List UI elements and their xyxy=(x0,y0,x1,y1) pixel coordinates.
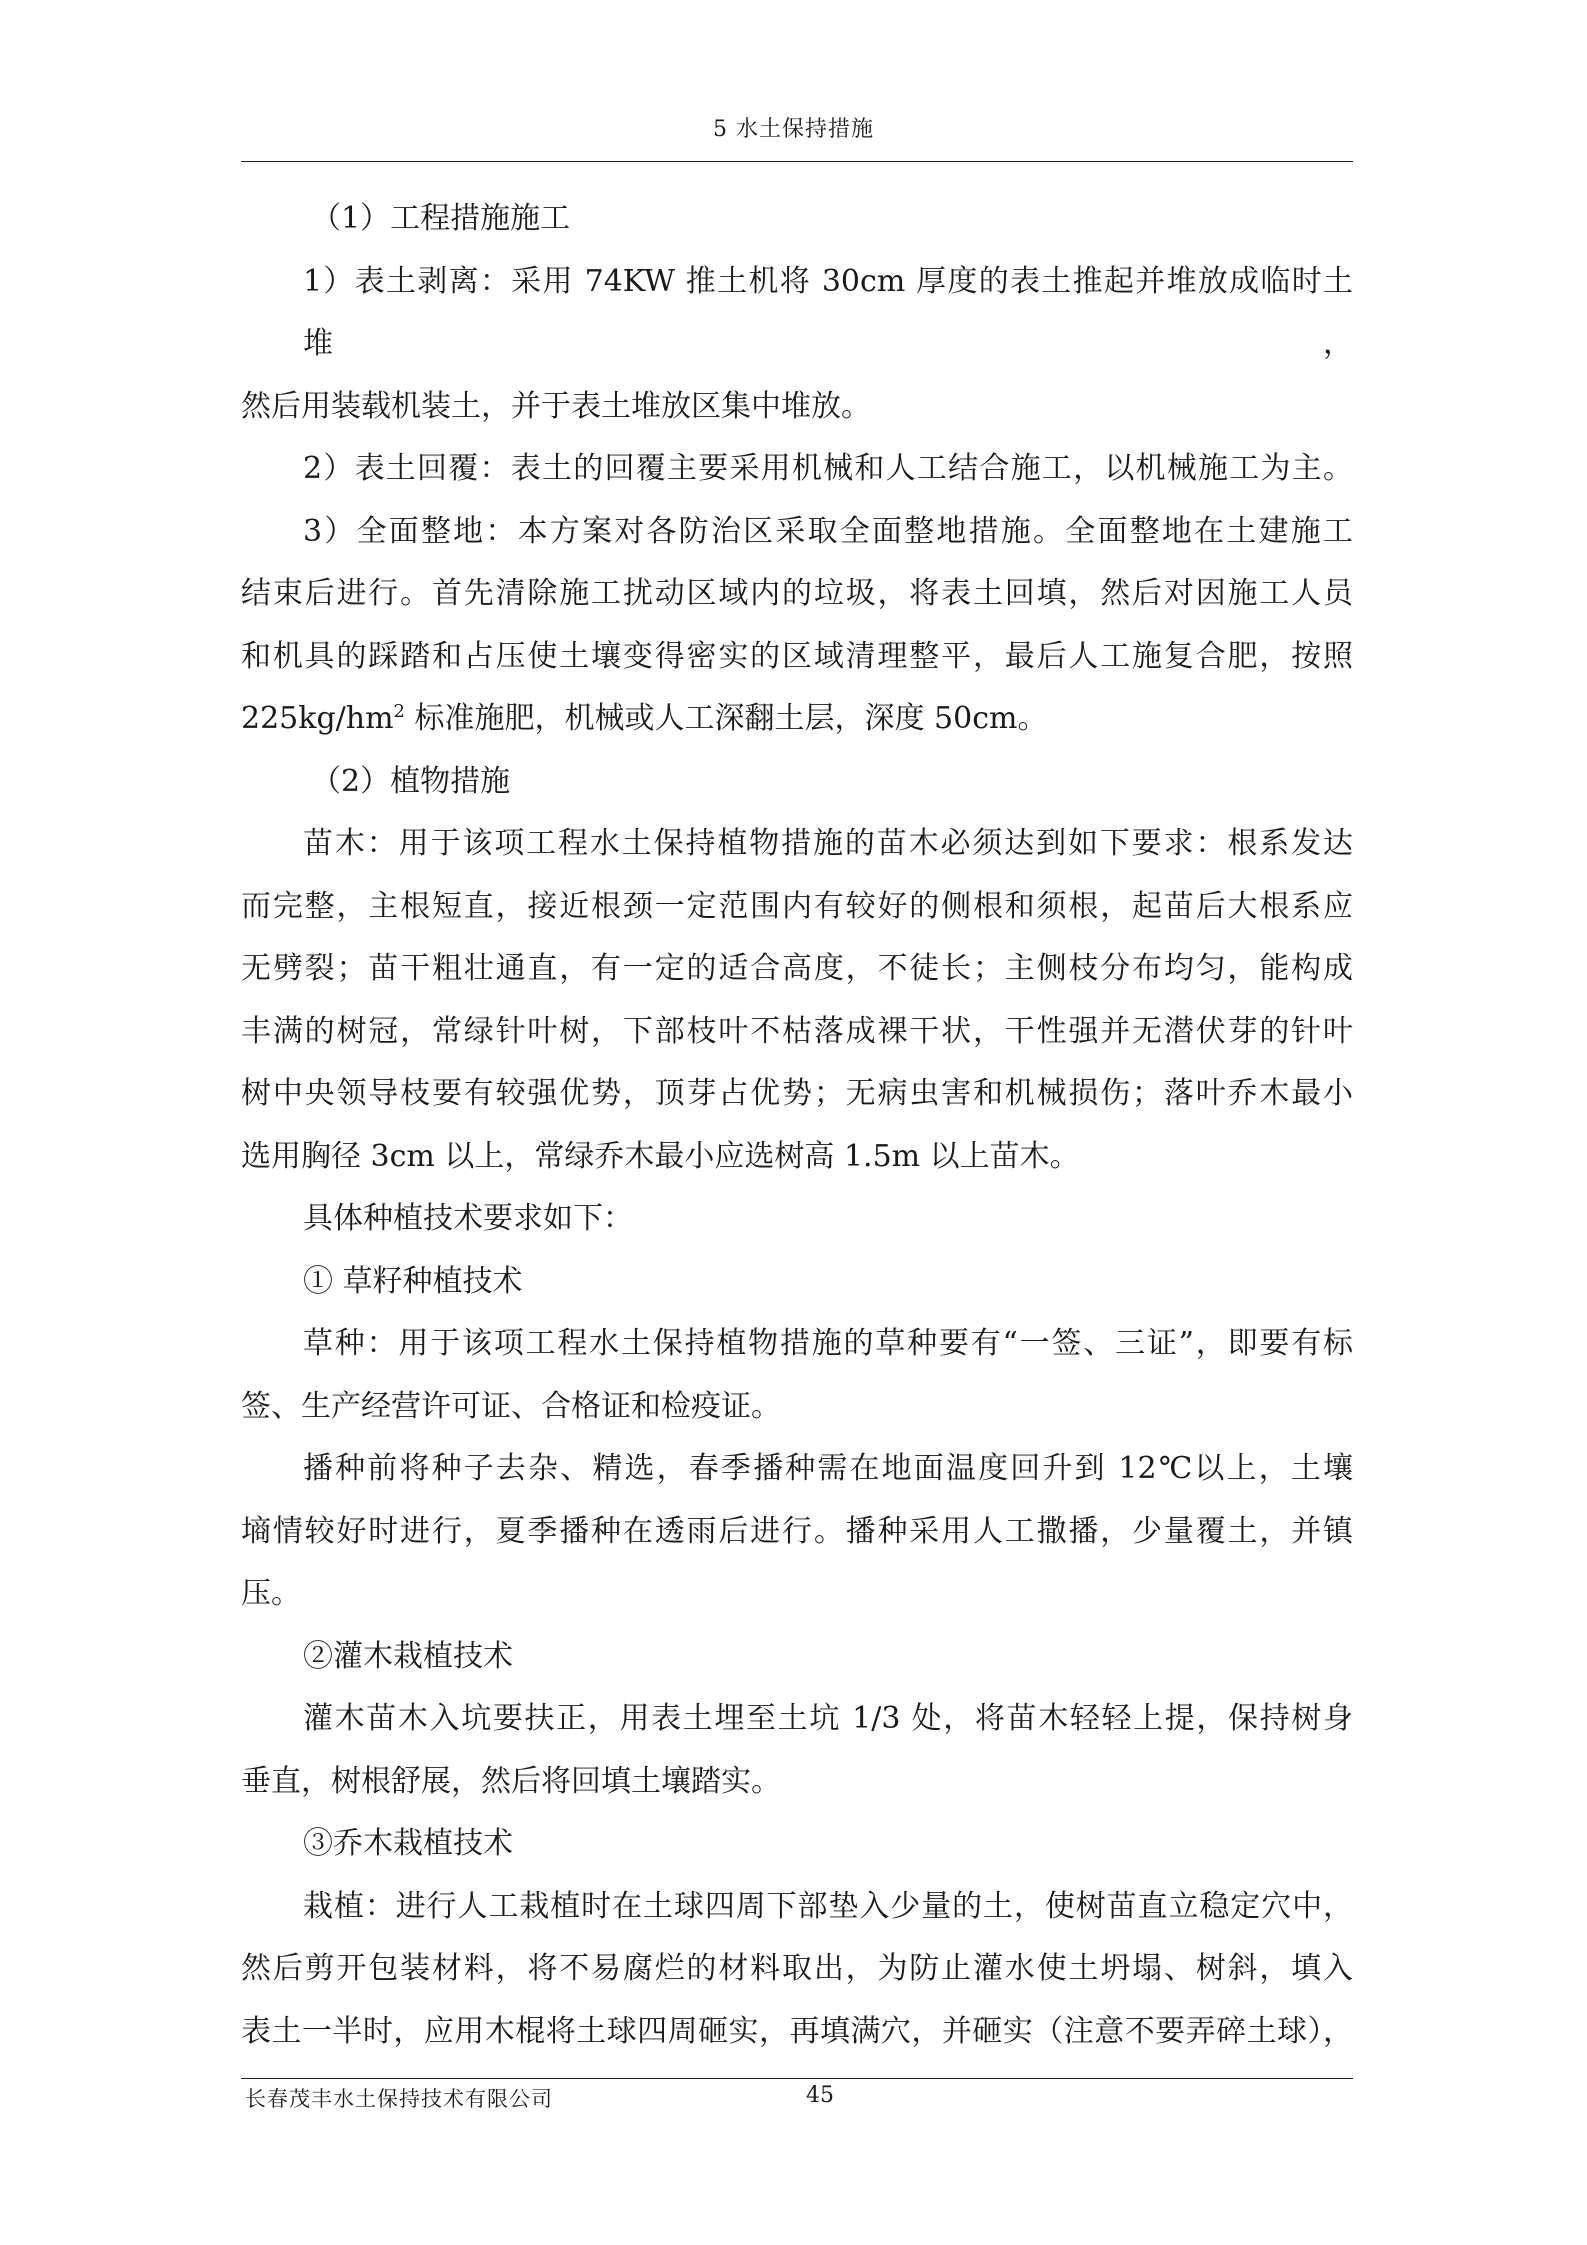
paragraph-line: 压。 xyxy=(241,1576,301,1611)
paragraph-line: 和机具的踩踏和占压使土壤变得密实的区域清理整平，最后人工施复合肥，按照 xyxy=(241,638,1353,674)
paragraph-text: 标准施肥，机械或人工深翻土层，深度 50cm。 xyxy=(404,701,1048,736)
section-heading: （1）工程措施施工 xyxy=(311,201,571,236)
paragraph-line: 墒情较好时进行，夏季播种在透雨后进行。播种采用人工撒播，少量覆土，并镇 xyxy=(241,1513,1353,1549)
paragraph-line: 苗木：用于该项工程水土保持植物措施的苗木必须达到如下要求：根系发达 xyxy=(303,826,1353,861)
paragraph-line: 灌木苗木入坑要扶正，用表土埋至土坑 1/3 处，将苗木轻轻上提，保持树身 xyxy=(303,1701,1353,1736)
page-header-title: 5 水土保持措施 xyxy=(713,117,874,142)
paragraph-line: 具体种植技术要求如下： xyxy=(303,1201,633,1236)
subsection-heading: ③乔木栽植技术 xyxy=(303,1826,513,1861)
header-rule xyxy=(241,161,1353,162)
paragraph-line: 垂直，树根舒展，然后将回填土壤踏实。 xyxy=(241,1763,781,1799)
paragraph-line: 3）全面整地：本方案对各防治区采取全面整地措施。全面整地在土建施工 xyxy=(303,513,1353,549)
paragraph-line: 签、生产经营许可证、合格证和检疫证。 xyxy=(241,1388,781,1424)
paragraph-line: 1）表土剥离：采用 74KW 推土机将 30cm 厚度的表土推起并堆放成临时土堆， xyxy=(303,263,1353,361)
paragraph-line: 无劈裂；苗干粗壮通直，有一定的适合高度，不徒长；主侧枝分布均匀，能构成 xyxy=(241,951,1353,986)
superscript: 2 xyxy=(393,701,405,722)
paragraph-line: 表土一半时，应用木棍将土球四周砸实，再填满穴，并砸实（注意不要弄碎土球）， xyxy=(241,2013,1353,2049)
paragraph-line: 草种：用于该项工程水土保持植物措施的草种要有“一签、三证”，即要有标 xyxy=(303,1326,1353,1361)
document-body xyxy=(241,188,1353,2063)
section-heading: （2）植物措施 xyxy=(311,763,511,799)
paragraph-line: 树中央领导枝要有较强优势，顶芽占优势；无病虫害和机械损伤；落叶乔木最小 xyxy=(241,1076,1353,1111)
paragraph-line: 2）表土回覆：表土的回覆主要采用机械和人工结合施工，以机械施工为主。 xyxy=(303,451,1353,486)
paragraph-line: 然后用装载机装土，并于表土堆放区集中堆放。 xyxy=(241,388,871,424)
footer-rule xyxy=(241,2078,1353,2079)
paragraph-line: 丰满的树冠，常绿针叶树，下部枝叶不枯落成裸干状，干性强并无潜伏芽的针叶 xyxy=(241,1013,1353,1049)
page-number: 45 xyxy=(806,2083,834,2108)
subsection-heading: ① 草籽种植技术 xyxy=(303,1263,523,1299)
paragraph-line: 选用胸径 3cm 以上，常绿乔木最小应选树高 1.5m 以上苗木。 xyxy=(241,1138,1080,1174)
paragraph-line: 而完整，主根短直，接近根颈一定范围内有较好的侧根和须根，起苗后大根系应 xyxy=(241,888,1353,924)
paragraph-line: 栽植：进行人工栽植时在土球四周下部垫入少量的土，使树苗直立稳定穴中， xyxy=(303,1888,1353,1924)
paragraph-line xyxy=(241,688,1353,751)
footer-company-name: 长春茂丰水土保持技术有限公司 xyxy=(245,2087,553,2111)
subsection-heading: ②灌木栽植技术 xyxy=(303,1638,513,1674)
paragraph-line: 然后剪开包装材料，将不易腐烂的材料取出，为防止灌水使土坍塌、树斜，填入 xyxy=(241,1951,1353,1986)
paragraph-line: 结束后进行。首先清除施工扰动区域内的垃圾，将表土回填，然后对因施工人员 xyxy=(241,576,1353,611)
unit-text: 225kg/hm xyxy=(241,701,394,736)
paragraph-line: 播种前将种子去杂、精选，春季播种需在地面温度回升到 12℃以上，土壤 xyxy=(303,1451,1353,1486)
